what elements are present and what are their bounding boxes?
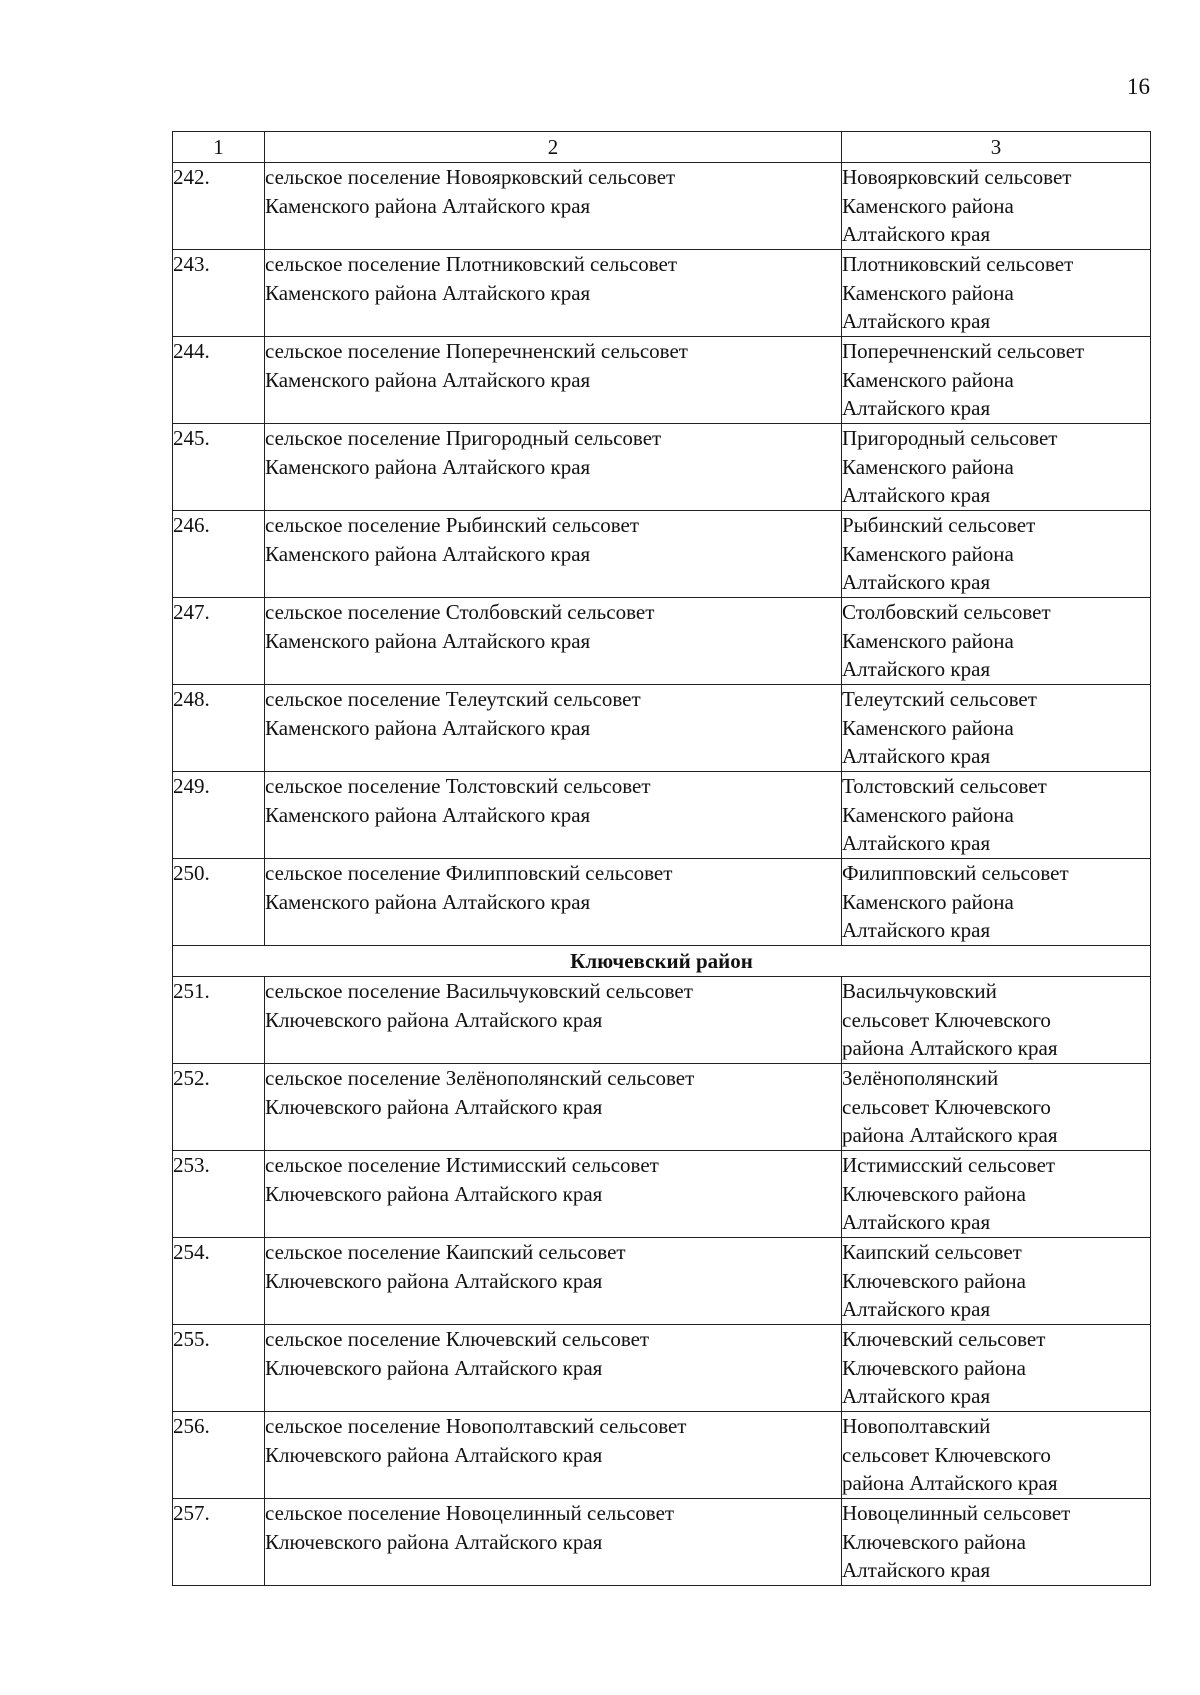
settlement-name-line: сельское поселение Плотниковский сельсовет [265,252,678,276]
row-number: 255. [173,1325,265,1412]
short-name-line: Новополтавский [842,1414,991,1438]
settlement-full-name [265,250,842,337]
header-col-1: 1 [173,132,265,163]
settlement-short-name [842,1064,1151,1151]
row-number: 256. [173,1412,265,1499]
table-row [173,511,1151,598]
short-name-line: Каменского района [842,802,1014,827]
settlement-full-name [265,772,842,859]
settlement-short-name [842,1412,1151,1499]
settlement-name-line: Каменского района Алтайского края [265,628,591,653]
short-name-line: района Алтайского края [842,1123,1058,1147]
row-number: 245. [173,424,265,511]
settlement-full-name [265,1064,842,1151]
short-name-line: сельсовет Ключевского [842,1007,1051,1032]
row-number: 249. [173,772,265,859]
settlement-short-name [842,163,1151,250]
settlement-short-name [842,511,1151,598]
settlement-name-line: Ключевского района Алтайского края [265,1268,603,1293]
row-number: 253. [173,1151,265,1238]
short-name-line: Алтайского края [842,222,991,246]
table-row [173,1151,1151,1238]
settlement-name-line: Каменского района Алтайского края [265,193,591,218]
settlement-name-line: сельское поселение Ключевский сельсовет [265,1327,650,1351]
settlement-full-name [265,685,842,772]
row-number: 242. [173,163,265,250]
row-number: 244. [173,337,265,424]
row-number: 257. [173,1499,265,1586]
short-name-line: Алтайского края [842,396,991,420]
short-name-line: Ключевского района [842,1529,1026,1554]
settlement-name-line: Каменского района Алтайского края [265,280,591,305]
short-name-line: Каменского района [842,193,1014,218]
row-number: 248. [173,685,265,772]
settlement-name-line: Ключевского района Алтайского края [265,1181,603,1206]
short-name-line: Телеутский сельсовет [842,687,1037,711]
settlement-name-line: Каменского района Алтайского края [265,454,591,479]
table-row [173,337,1151,424]
row-number: 246. [173,511,265,598]
settlement-name-line: сельское поселение Филипповский сельсовет [265,861,673,885]
short-name-line: Алтайского края [842,1297,991,1321]
short-name-line: Зелёнополянский [842,1066,999,1090]
settlement-name-line: сельское поселение Столбовский сельсовет [265,600,655,624]
settlement-name-line: сельское поселение Васильчуковский сельсовет [265,979,693,1003]
settlement-name-line: сельское поселение Новоярковский сельсовет [265,165,676,189]
row-number: 254. [173,1238,265,1325]
short-name-line: Алтайского края [842,309,991,333]
short-name-line: Истимисский сельсовет [842,1153,1056,1177]
table-row [173,1412,1151,1499]
settlement-full-name [265,1325,842,1412]
settlement-full-name [265,1238,842,1325]
short-name-line: района Алтайского края [842,1471,1058,1495]
settlement-full-name [265,1499,842,1586]
short-name-line: Каменского района [842,280,1014,305]
table-row [173,685,1151,772]
settlement-short-name [842,250,1151,337]
settlement-name-line: Каменского района Алтайского края [265,541,591,566]
short-name-line: сельсовет Ключевского [842,1442,1051,1467]
short-name-line: Ключевского района [842,1268,1026,1293]
settlement-full-name [265,511,842,598]
row-number: 252. [173,1064,265,1151]
short-name-line: Алтайского края [842,831,991,855]
short-name-line: Алтайского края [842,570,991,594]
short-name-line: Толстовский сельсовет [842,774,1047,798]
settlement-name-line: сельское поселение Телеутский сельсовет [265,687,641,711]
settlement-full-name [265,598,842,685]
settlement-name-line: сельское поселение Истимисский сельсовет [265,1153,659,1177]
table-row [173,424,1151,511]
short-name-line: Пригородный сельсовет [842,426,1058,450]
settlement-full-name [265,163,842,250]
table-header-row [173,132,1151,163]
settlement-full-name [265,424,842,511]
table-row [173,1325,1151,1412]
settlement-short-name [842,772,1151,859]
settlement-full-name [265,1412,842,1499]
settlement-short-name [842,1325,1151,1412]
header-col-3: 3 [842,132,1151,163]
row-number: 251. [173,977,265,1064]
short-name-line: Каменского района [842,628,1014,653]
row-number: 250. [173,859,265,946]
table-row [173,1238,1151,1325]
short-name-line: Ключевского района [842,1355,1026,1380]
table-row [173,1499,1151,1586]
settlement-full-name [265,977,842,1064]
short-name-line: Ключевского района [842,1181,1026,1206]
table-row [173,598,1151,685]
settlements-table [172,131,1151,1586]
settlement-full-name [265,859,842,946]
settlement-name-line: сельское поселение Пригородный сельсовет [265,426,662,450]
short-name-line: Алтайского края [842,744,991,768]
short-name-line: Васильчуковский [842,979,997,1003]
settlement-short-name [842,337,1151,424]
settlement-name-line: сельское поселение Новополтавский сельсовет [265,1414,687,1438]
settlement-name-line: Каменского района Алтайского края [265,889,591,914]
settlement-full-name [265,337,842,424]
short-name-line: Каменского района [842,367,1014,392]
short-name-line: Алтайского края [842,1558,991,1582]
settlement-name-line: сельское поселение Новоцелинный сельсовет [265,1501,675,1525]
short-name-line: Столбовский сельсовет [842,600,1051,624]
table-row [173,163,1151,250]
table-row [173,772,1151,859]
short-name-line: района Алтайского края [842,1036,1058,1060]
short-name-line: Каменского района [842,889,1014,914]
settlement-short-name [842,977,1151,1064]
section-row [173,946,1151,977]
short-name-line: Поперечненский сельсовет [842,339,1085,363]
short-name-line: Алтайского края [842,483,991,507]
short-name-line: Каменского района [842,715,1014,740]
short-name-line: Каменского района [842,454,1014,479]
table-row [173,1064,1151,1151]
short-name-line: Новоярковский сельсовет [842,165,1072,189]
settlement-name-line: сельское поселение Зелёнополянский сельсовет [265,1066,695,1090]
settlement-short-name [842,685,1151,772]
settlement-name-line: сельское поселение Толстовский сельсовет [265,774,651,798]
short-name-line: Алтайского края [842,1384,991,1408]
short-name-line: сельсовет Ключевского [842,1094,1051,1119]
settlement-short-name [842,598,1151,685]
settlement-name-line: Каменского района Алтайского края [265,802,591,827]
table-row [173,250,1151,337]
settlement-short-name [842,1238,1151,1325]
table-row [173,977,1151,1064]
row-number: 243. [173,250,265,337]
short-name-line: Ключевский сельсовет [842,1327,1046,1351]
settlement-name-line: Ключевского района Алтайского края [265,1094,603,1119]
short-name-line: Каменского района [842,541,1014,566]
header-col-2: 2 [265,132,842,163]
short-name-line: Алтайского края [842,1210,991,1234]
settlement-name-line: Ключевского района Алтайского края [265,1442,603,1467]
settlement-name-line: Ключевского района Алтайского края [265,1007,603,1032]
section-title: Ключевский район [173,946,1151,977]
settlement-short-name [842,859,1151,946]
settlement-name-line: Ключевского района Алтайского края [265,1529,603,1554]
short-name-line: Алтайского края [842,657,991,681]
settlement-name-line: сельское поселение Поперечненский сельсовет [265,339,688,363]
settlement-full-name [265,1151,842,1238]
settlement-short-name [842,424,1151,511]
page-number: 16 [1127,74,1150,99]
settlement-short-name [842,1499,1151,1586]
settlement-name-line: сельское поселение Каипский сельсовет [265,1240,626,1264]
short-name-line: Плотниковский сельсовет [842,252,1074,276]
short-name-line: Алтайского края [842,918,991,942]
short-name-line: Новоцелинный сельсовет [842,1501,1071,1525]
settlement-short-name [842,1151,1151,1238]
short-name-line: Филипповский сельсовет [842,861,1069,885]
table-row [173,859,1151,946]
short-name-line: Рыбинский сельсовет [842,513,1036,537]
row-number: 247. [173,598,265,685]
settlement-name-line: сельское поселение Рыбинский сельсовет [265,513,640,537]
settlement-name-line: Каменского района Алтайского края [265,367,591,392]
settlement-name-line: Ключевского района Алтайского края [265,1355,603,1380]
short-name-line: Каипский сельсовет [842,1240,1022,1264]
settlement-name-line: Каменского района Алтайского края [265,715,591,740]
